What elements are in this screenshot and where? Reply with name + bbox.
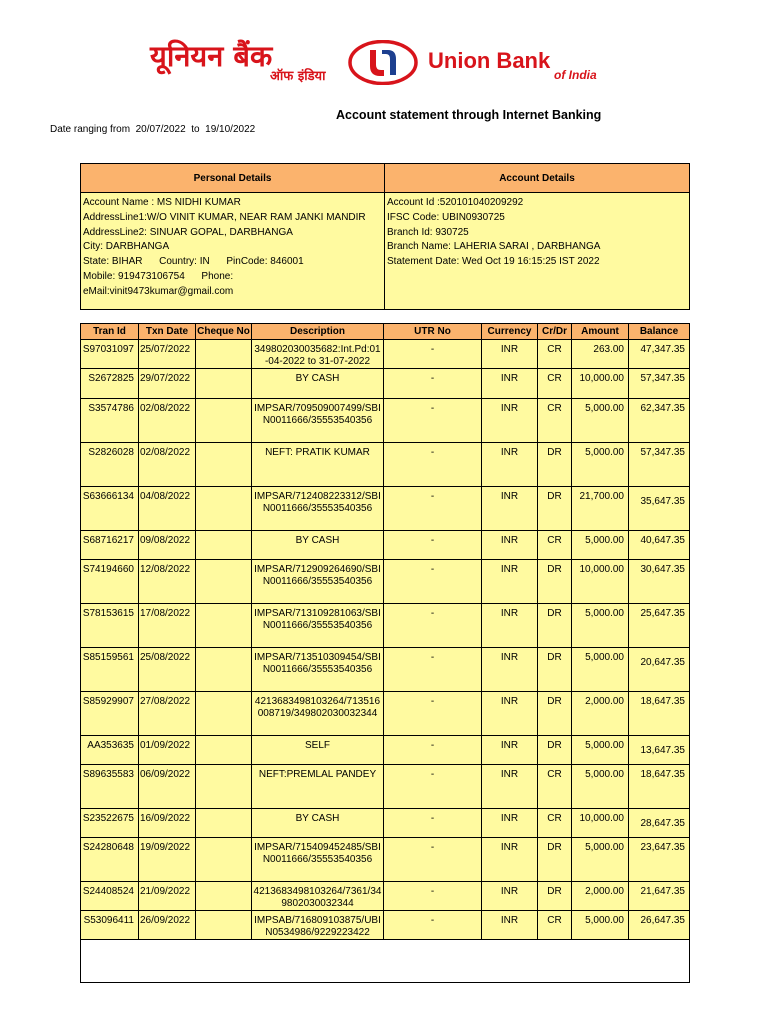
amount-cell: 5,000.00 [572,604,629,648]
amount-cell: 5,000.00 [572,648,629,692]
tran-id-cell: S2826028 [81,443,139,487]
tran-id-cell: S78153615 [81,604,139,648]
table-row [81,340,690,369]
currency-cell: INR [482,882,538,911]
personal-line: eMail:vinit9473kumar@gmail.com [83,285,234,297]
brand-hindi-name: यूनियन बैंक [150,39,273,73]
cr-dr-cell: CR [538,399,572,443]
cheque-no-cell [196,882,252,911]
txn-date-cell: 27/08/2022 [139,692,196,736]
cr-dr-cell: CR [538,765,572,809]
date-range-label: Date ranging from [50,124,131,135]
utr-no-cell: - [384,765,482,809]
cheque-no-cell [196,604,252,648]
amount-cell: 5,000.00 [572,531,629,560]
currency-cell: INR [482,487,538,531]
utr-no-cell: - [384,487,482,531]
tran-id-cell: S53096411 [81,911,139,940]
balance-cell: 20,647.35 [629,648,690,692]
txn-date-cell: 16/09/2022 [139,809,196,838]
utr-no-cell: - [384,560,482,604]
description-cell: 4213683498103264/713516008719/349802030032344 [252,692,384,736]
amount-cell: 10,000.00 [572,369,629,399]
amount-cell: 10,000.00 [572,560,629,604]
cheque-no-cell [196,809,252,838]
cheque-no-cell [196,765,252,809]
description-cell: IMPSAR/713109281063/SBIN0011666/35553540356 [252,604,384,648]
amount-cell: 10,000.00 [572,809,629,838]
currency-cell: INR [482,809,538,838]
cr-dr-cell: CR [538,369,572,399]
utr-no-cell: - [384,369,482,399]
cheque-no-cell [196,648,252,692]
cheque-no-cell [196,531,252,560]
cheque-no-cell [196,443,252,487]
account-line: Statement Date: Wed Oct 19 16:15:25 IST 2022 [387,256,600,268]
currency-cell: INR [482,838,538,882]
cr-dr-cell: CR [538,809,572,838]
amount-cell: 5,000.00 [572,911,629,940]
empty-cell [81,940,690,983]
utr-no-cell: - [384,399,482,443]
account-line: IFSC Code: UBIN0930725 [387,211,505,223]
table-row [81,882,690,911]
personal-line: AddressLine1:W/O VINIT KUMAR, NEAR RAM JANKI MANDIR [83,211,366,223]
utr-no-cell: - [384,648,482,692]
cheque-no-cell [196,487,252,531]
balance-cell: 47,347.35 [629,340,690,369]
table-row [81,911,690,940]
utr-no-cell: - [384,340,482,369]
cr-dr-cell: CR [538,531,572,560]
table-row [81,692,690,736]
col-header-cr-dr: Cr/Dr [538,324,572,340]
balance-cell: 18,647.35 [629,692,690,736]
tran-id-cell: S63666134 [81,487,139,531]
balance-cell: 21,647.35 [629,882,690,911]
description-cell: SELF [252,736,384,765]
brand-english-name: Union Bank [428,48,551,73]
balance-cell: 62,347.35 [629,399,690,443]
cheque-no-cell [196,692,252,736]
cheque-no-cell [196,340,252,369]
amount-cell: 5,000.00 [572,838,629,882]
personal-line: State: BIHAR Country: IN PinCode: 846001 [83,256,304,268]
col-header-txn-date: Txn Date [139,324,196,340]
statement-title: Account statement through Internet Banking [336,108,602,122]
personal-line: Account Name : MS NIDHI KUMAR [83,197,241,208]
tran-id-cell: S97031097 [81,340,139,369]
table-row [81,648,690,692]
balance-cell: 57,347.35 [629,443,690,487]
txn-date-cell: 06/09/2022 [139,765,196,809]
description-cell: BY CASH [252,809,384,838]
brand-hindi-sub: ऑफ इंडिया [270,69,326,84]
cr-dr-cell: DR [538,560,572,604]
balance-cell: 30,647.35 [629,560,690,604]
table-row [81,399,690,443]
utr-no-cell: - [384,443,482,487]
cr-dr-cell: DR [538,487,572,531]
txn-date-cell: 12/08/2022 [139,560,196,604]
table-empty-row [81,940,690,983]
utr-no-cell: - [384,809,482,838]
txn-date-cell: 17/08/2022 [139,604,196,648]
cr-dr-cell: CR [538,340,572,369]
utr-no-cell: - [384,604,482,648]
tran-id-cell: AA353635 [81,736,139,765]
account-line: Account Id :520101040209292 [387,197,524,208]
amount-cell: 2,000.00 [572,882,629,911]
cheque-no-cell [196,560,252,604]
balance-cell: 18,647.35 [629,765,690,809]
tran-id-cell: S23522675 [81,809,139,838]
brand-english-sub: of India [554,68,597,82]
txn-date-cell: 09/08/2022 [139,531,196,560]
personal-details-body [81,193,385,310]
table-row [81,560,690,604]
balance-cell: 57,347.35 [629,369,690,399]
personal-line: City: DARBHANGA [83,241,170,253]
tran-id-cell: S24408524 [81,882,139,911]
txn-date-cell: 29/07/2022 [139,369,196,399]
description-cell: IMPSAR/712408223312/SBIN0011666/35553540356 [252,487,384,531]
currency-cell: INR [482,399,538,443]
account-line: Branch Id: 930725 [387,226,469,238]
table-row [81,487,690,531]
currency-cell: INR [482,648,538,692]
amount-cell: 5,000.00 [572,736,629,765]
currency-cell: INR [482,765,538,809]
to-label: to [191,124,200,135]
cheque-no-cell [196,736,252,765]
tran-id-cell: S68716217 [81,531,139,560]
description-cell: BY CASH [252,369,384,399]
account-line: Branch Name: LAHERIA SARAI , DARBHANGA [387,241,601,253]
cr-dr-cell: DR [538,443,572,487]
cr-dr-cell: CR [538,911,572,940]
personal-line: Mobile: 919473106754 Phone: [83,270,234,282]
table-header-row [81,324,690,340]
description-cell: IMPSAR/713510309454/SBIN0011666/35553540356 [252,648,384,692]
account-details-body [385,193,690,310]
tran-id-cell: S3574786 [81,399,139,443]
details-table [80,163,690,310]
description-cell: IMPSAR/709509007499/SBIN0011666/35553540356 [252,399,384,443]
table-row [81,809,690,838]
description-cell: IMPSAR/715409452485/SBIN0011666/35553540356 [252,838,384,882]
description-cell: IMPSAB/716809103875/UBIN0534986/9229223422 [252,911,384,940]
currency-cell: INR [482,443,538,487]
date-range [50,124,255,135]
table-row [81,443,690,487]
utr-no-cell: - [384,911,482,940]
cr-dr-cell: DR [538,648,572,692]
brand-hindi-logo [150,36,340,86]
col-header-balance: Balance [629,324,690,340]
amount-cell: 21,700.00 [572,487,629,531]
txn-date-cell: 02/08/2022 [139,399,196,443]
brand-english-logo [428,48,628,88]
currency-cell: INR [482,531,538,560]
description-cell: BY CASH [252,531,384,560]
to-date: 19/10/2022 [205,124,256,135]
txn-date-cell: 25/07/2022 [139,340,196,369]
transactions-table [80,323,690,983]
personal-details-heading: Personal Details [81,164,385,193]
tran-id-cell: S24280648 [81,838,139,882]
cheque-no-cell [196,399,252,443]
amount-cell: 263.00 [572,340,629,369]
col-header-cheque-no: Cheque No [196,324,252,340]
txn-date-cell: 19/09/2022 [139,838,196,882]
balance-cell: 23,647.35 [629,838,690,882]
amount-cell: 5,000.00 [572,765,629,809]
amount-cell: 5,000.00 [572,399,629,443]
description-cell: NEFT: PRATIK KUMAR [252,443,384,487]
tran-id-cell: S2672825 [81,369,139,399]
amount-cell: 2,000.00 [572,692,629,736]
cr-dr-cell: DR [538,838,572,882]
txn-date-cell: 04/08/2022 [139,487,196,531]
currency-cell: INR [482,604,538,648]
txn-date-cell: 01/09/2022 [139,736,196,765]
tran-id-cell: S85159561 [81,648,139,692]
currency-cell: INR [482,369,538,399]
description-cell: IMPSAR/712909264690/SBIN0011666/35553540356 [252,560,384,604]
tran-id-cell: S74194660 [81,560,139,604]
cr-dr-cell: DR [538,736,572,765]
amount-cell: 5,000.00 [572,443,629,487]
currency-cell: INR [482,560,538,604]
txn-date-cell: 25/08/2022 [139,648,196,692]
col-header-description: Description [252,324,384,340]
col-header-utr-no: UTR No [384,324,482,340]
cr-dr-cell: DR [538,604,572,648]
utr-no-cell: - [384,736,482,765]
txn-date-cell: 02/08/2022 [139,443,196,487]
col-header-tran-id: Tran Id [81,324,139,340]
col-header-currency: Currency [482,324,538,340]
txn-date-cell: 26/09/2022 [139,911,196,940]
description-cell: 4213683498103264/7361/349802030032344 [252,882,384,911]
table-row [81,369,690,399]
description-cell: 349802030035682:Int.Pd:01-04-2022 to 31-07-2022 [252,340,384,369]
balance-cell: 25,647.35 [629,604,690,648]
table-row [81,604,690,648]
currency-cell: INR [482,692,538,736]
utr-no-cell: - [384,531,482,560]
currency-cell: INR [482,736,538,765]
cr-dr-cell: DR [538,692,572,736]
cheque-no-cell [196,369,252,399]
transactions-body [81,340,690,983]
table-row [81,531,690,560]
utr-no-cell: - [384,838,482,882]
from-date: 20/07/2022 [135,124,186,135]
utr-no-cell: - [384,882,482,911]
personal-line: AddressLine2: SINUAR GOPAL, DARBHANGA [83,226,293,238]
tran-id-cell: S89635583 [81,765,139,809]
table-row [81,736,690,765]
balance-cell: 35,647.35 [629,487,690,531]
currency-cell: INR [482,911,538,940]
union-bank-u-icon [348,40,418,85]
txn-date-cell: 21/09/2022 [139,882,196,911]
balance-cell: 13,647.35 [629,736,690,765]
balance-cell: 40,647.35 [629,531,690,560]
cr-dr-cell: DR [538,882,572,911]
account-details-heading: Account Details [385,164,690,193]
utr-no-cell: - [384,692,482,736]
balance-cell: 26,647.35 [629,911,690,940]
table-row [81,838,690,882]
currency-cell: INR [482,340,538,369]
balance-cell: 28,647.35 [629,809,690,838]
cheque-no-cell [196,911,252,940]
table-row [81,765,690,809]
cheque-no-cell [196,838,252,882]
page-header [0,0,768,100]
tran-id-cell: S85929907 [81,692,139,736]
col-header-amount: Amount [572,324,629,340]
description-cell: NEFT:PREMLAL PANDEY [252,765,384,809]
